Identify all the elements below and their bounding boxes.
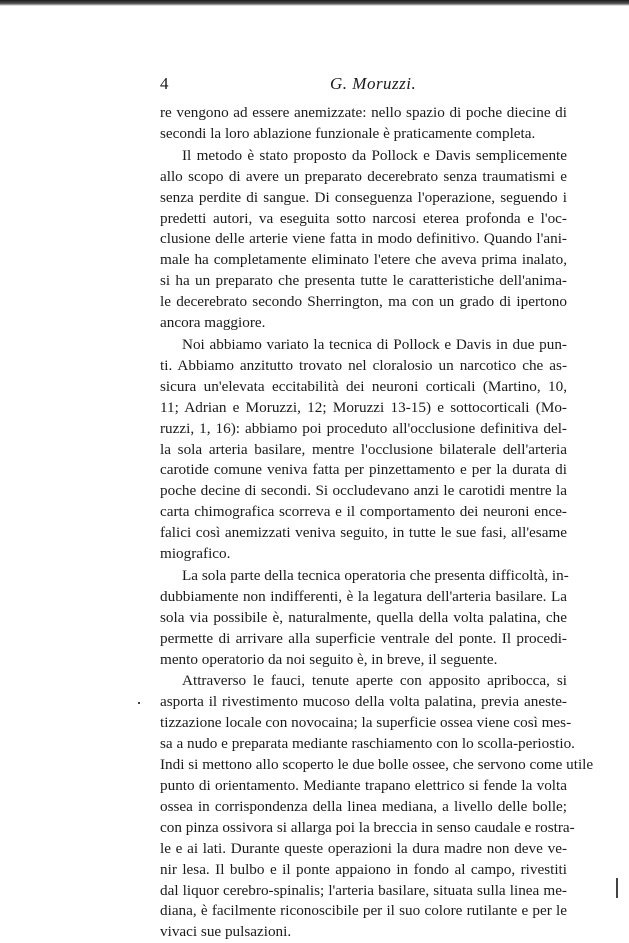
scan-top-edge: [0, 0, 629, 6]
paragraph-5: [160, 671, 594, 943]
text-line: carotide comune veniva fatta per pinzettamento e per la durata di: [160, 461, 567, 479]
body-text: [160, 103, 594, 943]
text-line: 11; Adrian e Moruzzi, 12; Moruzzi 13-15) e sottocorticali (Mo-: [160, 398, 567, 416]
text-line: permette di arrivare alla superficie ventrale del ponte. Il procedi-: [160, 629, 567, 647]
text-line: sa a nudo e preparata mediante raschiamento con lo scolla-periostio.: [160, 735, 575, 753]
text-line: poche decine di secondi. Si occludevano anzi le carotidi mentre la: [160, 482, 567, 500]
text-line: Indi si mettono allo scoperto le due bolle ossee, che servono come utile: [160, 756, 594, 774]
text-line: la sola arteria basilare, mentre l'occlusione bilaterale dell'arteria: [160, 440, 567, 458]
text-line: Il metodo è stato proposto da Pollock e Davis semplicemente: [182, 146, 567, 164]
running-head: G. Moruzzi.: [330, 74, 417, 93]
text-line: sicura un'elevata eccitabilità dei neuroni corticali (Martino, 10,: [160, 377, 567, 395]
text-line: clusione delle arterie viene fatta in modo definitivo. Quando l'ani-: [160, 230, 567, 248]
text-line: tizzazione locale con novocaina; la superficie ossea viene così mes-: [160, 714, 572, 732]
text-line: Attraverso le fauci, tenute aperte con apposito apribocca, si: [182, 672, 567, 690]
text-line: ruzzi, 1, 16): abbiamo poi proceduto all'occlusione definitiva del-: [160, 419, 567, 437]
text-line: ti. Abbiamo anzitutto trovato nel cloralosio un narcotico che as-: [160, 356, 567, 374]
text-line: nir lesa. Il bulbo e il ponte appaiono in fondo al campo, rivestiti: [160, 860, 567, 878]
text-line: si ha un preparato che presenta tutte le caratteristiche dell'anima-: [160, 272, 567, 290]
text-line: diana, è facilmente riconoscibile per il suo colore rutilante e per le: [160, 902, 567, 920]
text-line: asporta il rivestimento mucoso della volta palatina, previa aneste-: [160, 693, 567, 711]
scan-mark: [616, 878, 618, 898]
text-line: mento operatorio da noi seguito è, in breve, il seguente.: [160, 650, 498, 668]
text-line: La sola parte della tecnica operatoria che presenta difficoltà, in-: [182, 566, 569, 584]
text-line: secondi la loro ablazione funzionale è praticamente completa.: [160, 124, 536, 142]
paragraph-2: [160, 146, 567, 334]
text-line: le decerebrato secondo Sherrington, ma con un grado di ipertono: [160, 293, 567, 311]
text-line: ancora maggiore.: [160, 314, 266, 332]
text-line: punto di orientamento. Mediante trapano elettrico si fende la volta: [160, 777, 567, 794]
text-line: carta chimografica scorreva e il comportamento dei neuroni ence-: [160, 503, 567, 521]
page-number: 4: [160, 74, 169, 93]
text-line: dubbiamente non indifferenti, è la legatura dell'arteria basilare. La: [160, 587, 567, 605]
text-line: sola via possibile è, naturalmente, quella della volta palatina, che: [160, 608, 567, 626]
text-line: miografico.: [160, 545, 231, 563]
text-line: le e ai lati. Durante queste operazioni la dura madre non deve ve-: [160, 839, 567, 857]
paragraph-4: [160, 566, 567, 671]
text-line: re vengono ad essere anemizzate: nello spazio di poche diecine di: [160, 104, 567, 121]
text-line: predetti autori, va eseguita sotto narcosi eterea profonda e l'oc-: [160, 209, 567, 227]
paragraph-3: [160, 335, 567, 565]
text-line: ossea in corrispondenza della linea mediana, a livello delle bolle;: [160, 797, 567, 815]
text-line: Noi abbiamo variato la tecnica di Pollock e Davis in due pun-: [182, 335, 567, 353]
text-line: con pinza ossivora si allarga poi la breccia in senso caudale e rostra-: [160, 818, 575, 836]
scan-mark: [138, 702, 140, 704]
text-line: vivaci sue pulsazioni.: [160, 923, 292, 941]
text-line: senza perdite di sangue. Di conseguenza l'operazione, seguendo i: [160, 188, 567, 206]
text-line: male ha completamente eliminato l'etere che aveva prima inalato,: [160, 251, 567, 269]
text-line: allo scopo di avere un preparato decerebrato senza traumatismi e: [160, 167, 567, 185]
text-line: dal liquor cerebro-spinalis; l'arteria basilare, situata sulla linea me-: [160, 881, 567, 899]
paragraph-1: [160, 103, 567, 145]
text-line: falici così anemizzati veniva seguito, in tutte le sue fasi, all'esame: [160, 524, 567, 542]
